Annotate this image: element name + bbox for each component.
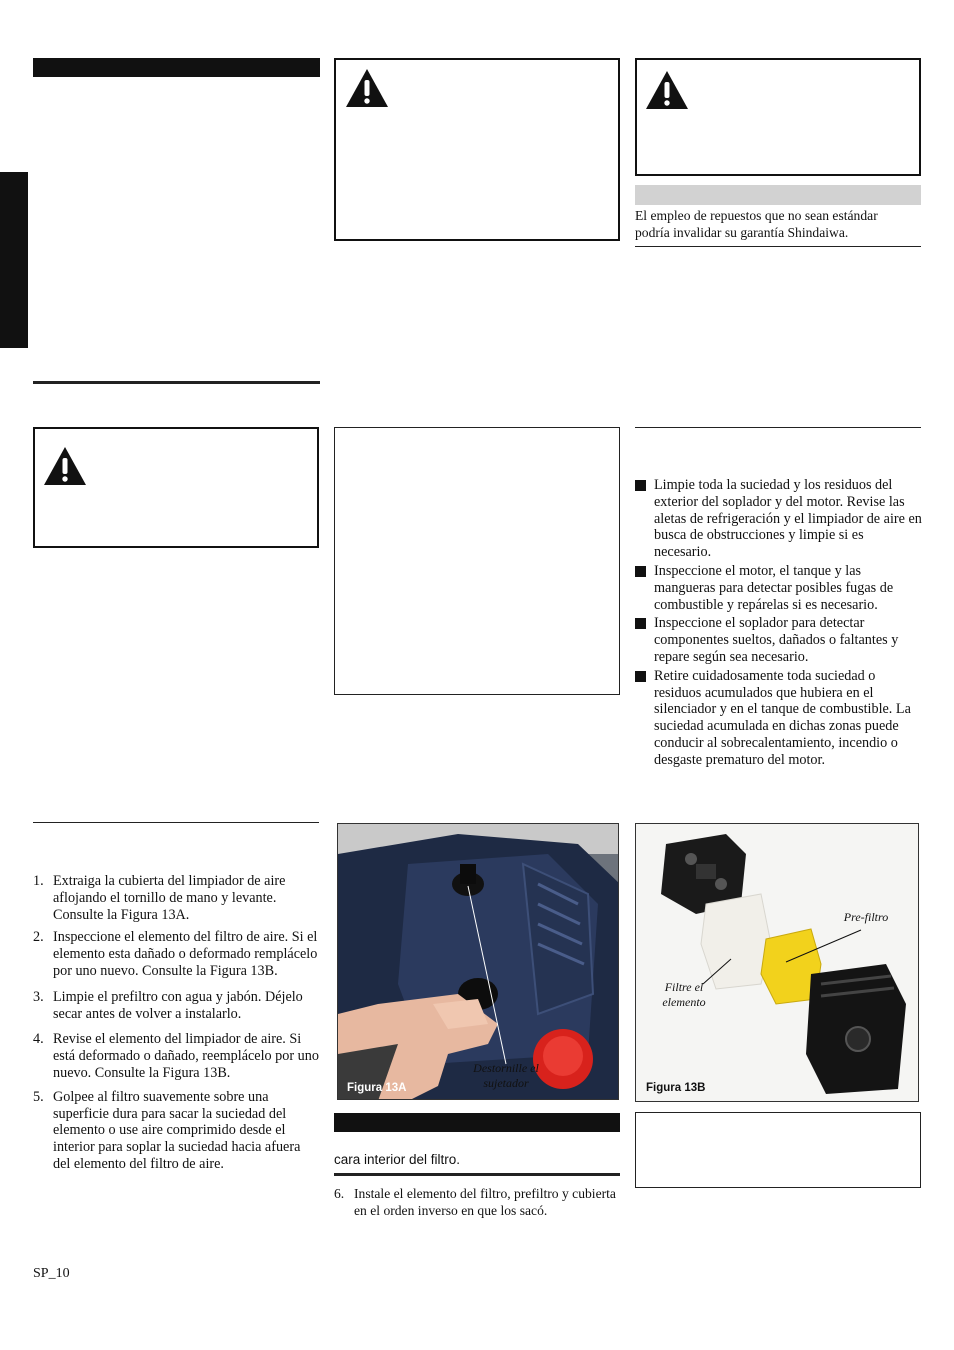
bullet-square-icon bbox=[635, 480, 646, 491]
section-header-bar-left-top bbox=[33, 58, 320, 77]
warning-box-left bbox=[33, 427, 319, 548]
divider-middle bbox=[334, 1173, 620, 1176]
list-item: 4. Revise el elemento del limpiador de aire. Si está deformado o dañado, reemplácelo por uno nuevo. Consulte la Figura 13B. bbox=[33, 1031, 319, 1081]
list-item: 2. Inspeccione el elemento del filtro de aire. Si el elemento esta dañado o deformado remplácelo por uno nuevo. Consulte la Figura 13B. bbox=[33, 929, 318, 979]
list-item: Retire cuidadosamente toda suciedad o residuos acumulados que hubiera en el silenciador y en el tanque de combustible. La suciedad acumulada en dichas zonas puede conducir al sobrecalentamiento, incendio o desgaste prematuro del motor. bbox=[635, 668, 922, 769]
figure-13a-photo bbox=[337, 823, 619, 1100]
middle-note: cara interior del filtro. bbox=[334, 1152, 461, 1167]
list-item: 1. Extraiga la cubierta del limpiador de aire aflojando el tornillo de mano y levante. Consulte la Figura 13A. bbox=[33, 873, 286, 923]
list-item: Limpie toda la suciedad y los residuos del exterior del soplador y del motor. Revise las aletas de refrigeración y el limpiador de aire en busca de obstrucciones y limpie si es necesario. bbox=[635, 477, 922, 561]
parts-note-line-1: El empleo de repuestos que no sean estándar bbox=[635, 208, 878, 223]
info-box-middle bbox=[334, 427, 620, 695]
warning-triangle-icon bbox=[344, 67, 390, 109]
warning-box-right-top bbox=[635, 58, 921, 176]
divider-right-1 bbox=[635, 246, 921, 247]
warning-triangle-icon bbox=[42, 445, 88, 487]
parts-note-header-bar bbox=[635, 185, 921, 205]
page-side-tab bbox=[0, 172, 28, 348]
list-item: 6. Instale el elemento del filtro, prefiltro y cubierta en el orden inverso en que los sacó. bbox=[334, 1186, 616, 1218]
bullet-square-icon bbox=[635, 566, 646, 577]
figure-13a-caption: Figura 13A bbox=[347, 1082, 407, 1094]
bullet-square-icon bbox=[635, 671, 646, 682]
maintenance-checklist bbox=[635, 477, 922, 771]
section-header-bar-middle bbox=[334, 1113, 620, 1132]
list-item: Inspeccione el soplador para detectar componentes sueltos, dañados o faltantes y repare según sea necesario. bbox=[635, 615, 922, 665]
parts-note-line-2: podría invalidar su garantía Shindaiwa. bbox=[635, 225, 849, 240]
divider-left-2 bbox=[33, 822, 319, 823]
list-item: 5. Golpee al filtro suavemente sobre una superficie dura para sacar la suciedad del elemento o use aire comprimido desde el interior para soplar la suciedad hacia afuera del elemento del filtro de aire. bbox=[33, 1088, 301, 1172]
figure-13b-label-prefilter: Pre-filtro bbox=[843, 910, 889, 924]
list-item: 3. Limpie el prefiltro con agua y jabón. Déjelo secar antes de volver a instalarlo. bbox=[33, 988, 303, 1022]
divider-left-1 bbox=[33, 381, 320, 384]
list-item: Inspeccione el motor, el tanque y las mangueras para detectar posibles fugas de combustible y repárelas si es necesario. bbox=[635, 563, 922, 613]
warning-triangle-icon bbox=[644, 69, 690, 111]
step-6-list bbox=[334, 1186, 621, 1219]
figure-13b-label-element: Filtre el elemento bbox=[662, 980, 706, 1009]
air-filter-steps bbox=[33, 873, 321, 1173]
air-filter-parts-image bbox=[636, 824, 919, 1102]
warning-box-middle-top bbox=[334, 58, 620, 241]
page-number: SP_10 bbox=[33, 1266, 70, 1281]
figure-13b-caption: Figura 13B bbox=[646, 1082, 706, 1094]
figure-13b-photo bbox=[635, 823, 919, 1102]
divider-right-2 bbox=[635, 427, 921, 428]
bullet-square-icon bbox=[635, 618, 646, 629]
figure-13a-label: Destornille el sujetador bbox=[473, 1061, 539, 1090]
blower-engine-image bbox=[338, 824, 619, 1100]
parts-note-text bbox=[635, 207, 925, 241]
note-box-right-bottom bbox=[635, 1112, 921, 1188]
